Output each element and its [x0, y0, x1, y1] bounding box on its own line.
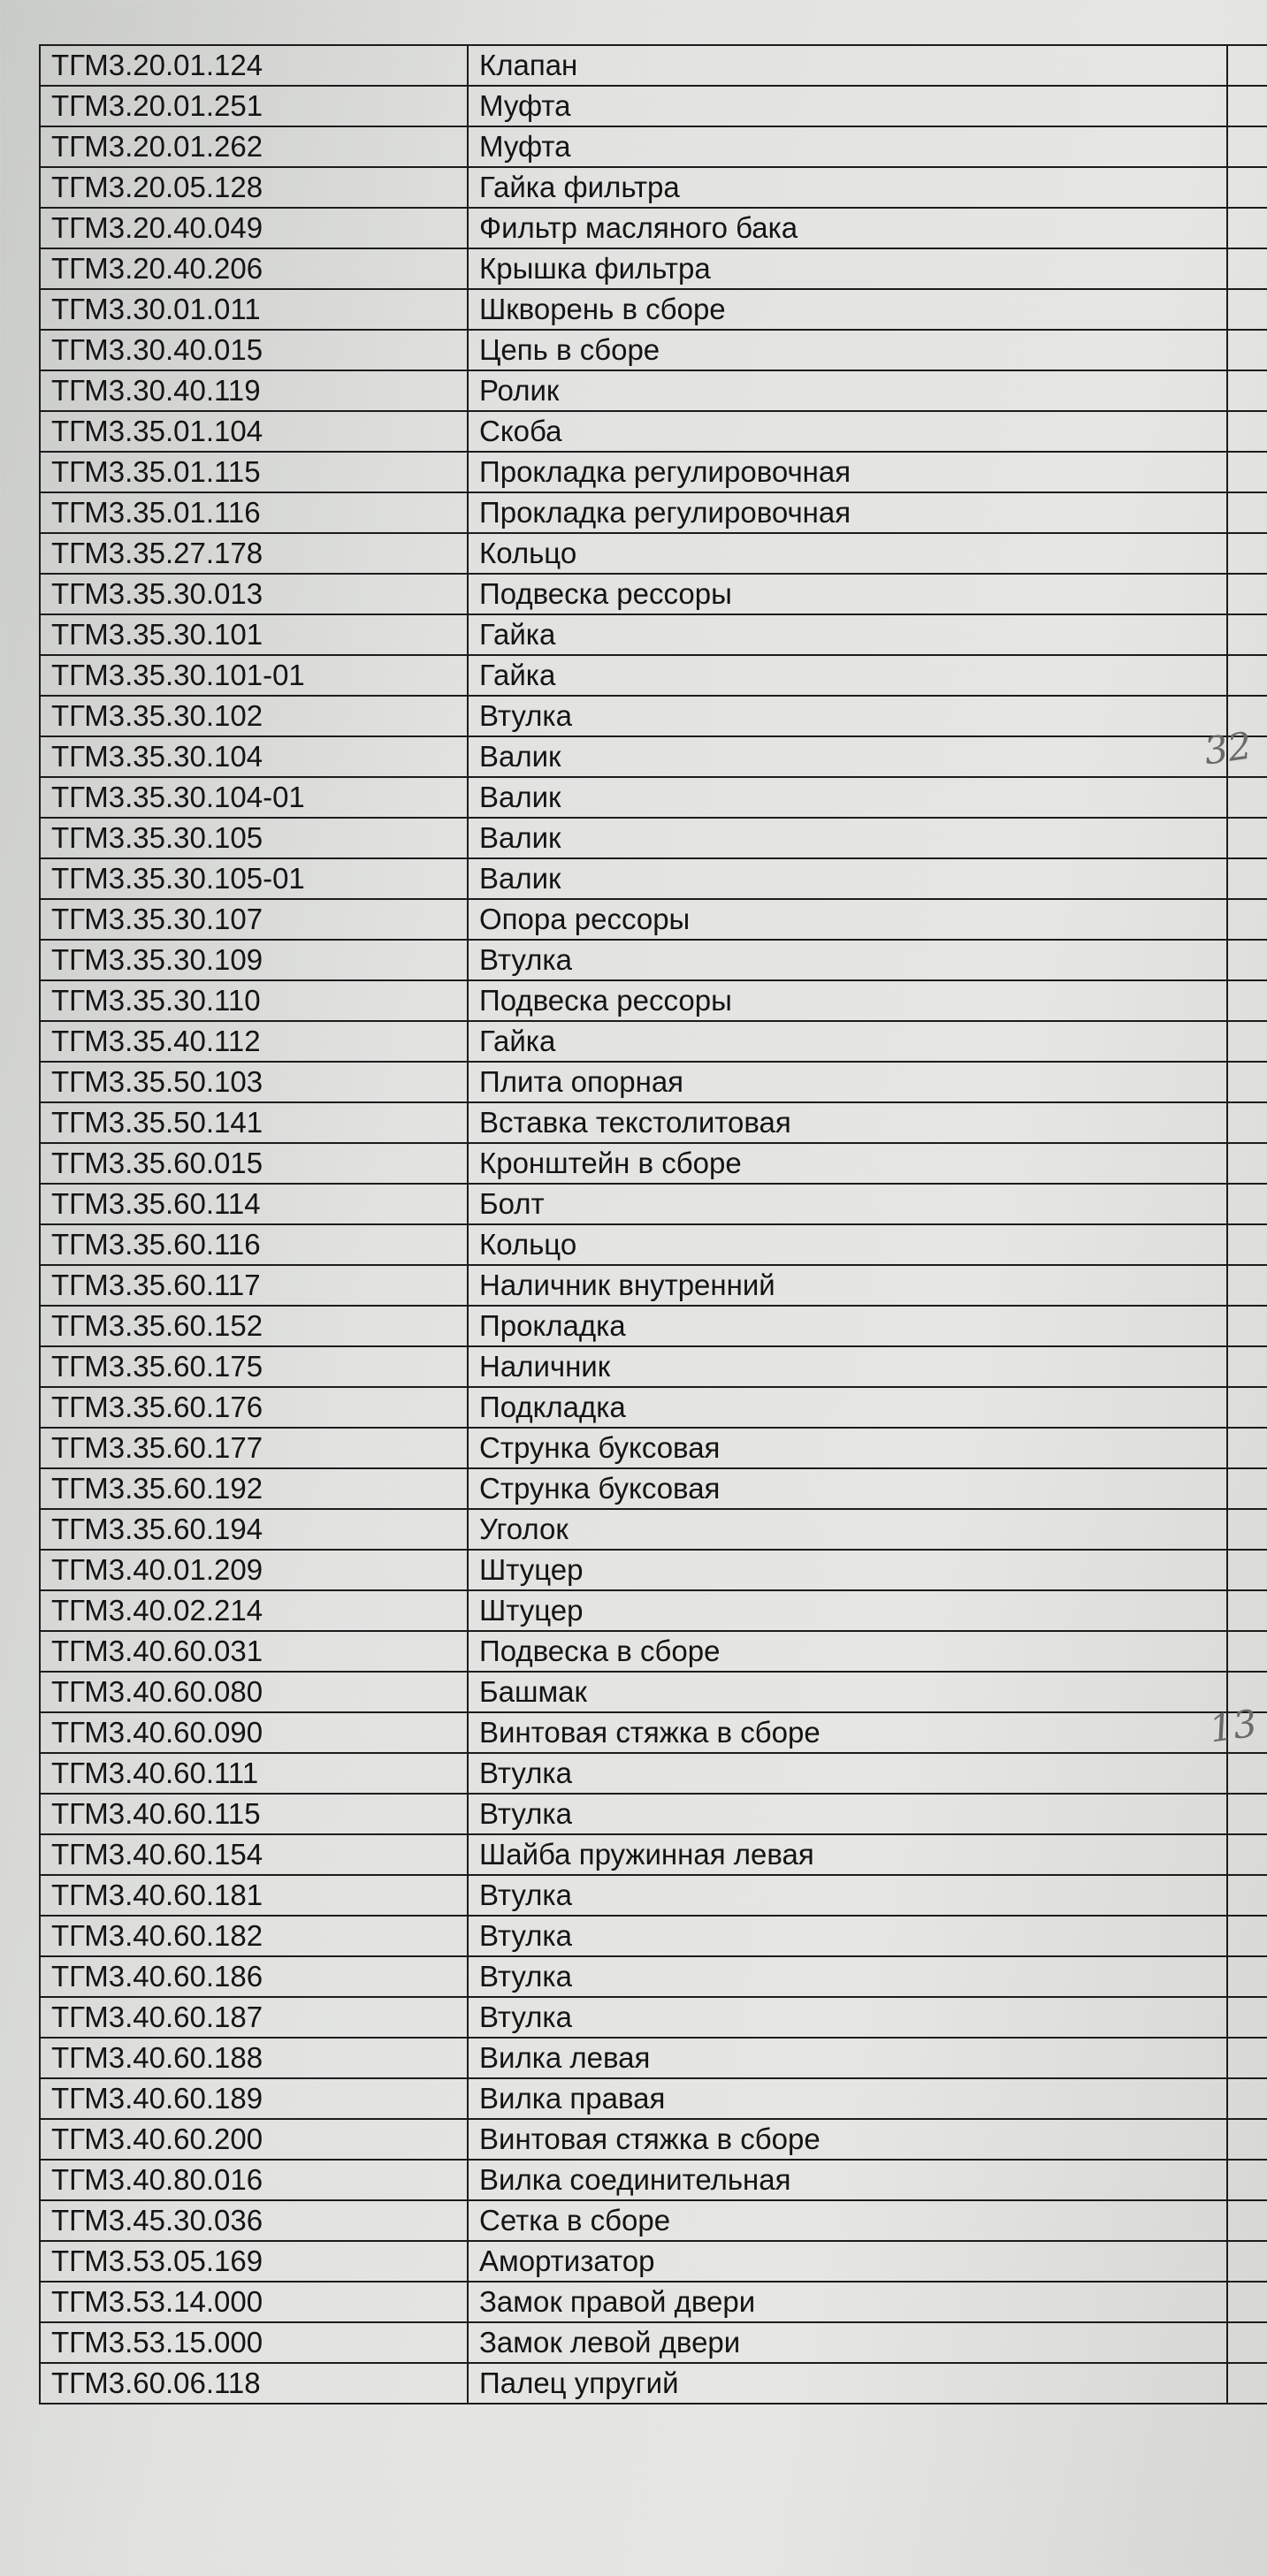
handwritten-mark: 13	[1206, 1701, 1260, 1751]
part-name-cell: Гайка фильтра	[468, 167, 1227, 208]
note-cell	[1227, 1265, 1267, 1306]
table-row	[40, 86, 1267, 126]
table-row	[40, 858, 1267, 899]
table-row	[40, 777, 1267, 818]
part-code-cell: ТГМ3.20.05.128	[40, 167, 468, 208]
part-code-cell: ТГМ3.40.60.186	[40, 1956, 468, 1997]
part-name-cell: Опора рессоры	[468, 899, 1227, 940]
part-name-cell: Замок правой двери	[468, 2282, 1227, 2322]
table-row	[40, 1590, 1267, 1631]
note-cell	[1227, 899, 1267, 940]
part-code-cell: ТГМ3.40.60.187	[40, 1997, 468, 2038]
note-cell	[1227, 452, 1267, 492]
part-code-cell: ТГМ3.35.40.112	[40, 1021, 468, 1062]
table-row	[40, 1468, 1267, 1509]
note-cell	[1227, 1184, 1267, 1224]
note-cell	[1227, 858, 1267, 899]
note-cell	[1227, 492, 1267, 533]
part-code-cell: ТГМ3.35.30.102	[40, 696, 468, 736]
note-cell	[1227, 1468, 1267, 1509]
table-row	[40, 533, 1267, 574]
part-name-cell: Сетка в сборе	[468, 2200, 1227, 2241]
part-name-cell: Валик	[468, 736, 1227, 777]
part-name-cell: Крышка фильтра	[468, 248, 1227, 289]
note-cell	[1227, 2363, 1267, 2404]
part-code-cell: ТГМ3.35.60.152	[40, 1306, 468, 1346]
parts-table	[39, 44, 1267, 2405]
part-code-cell: ТГМ3.60.06.118	[40, 2363, 468, 2404]
part-code-cell: ТГМ3.30.40.119	[40, 370, 468, 411]
part-name-cell: Подкладка	[468, 1387, 1227, 1428]
table-row	[40, 2038, 1267, 2078]
part-code-cell: ТГМ3.35.30.105	[40, 818, 468, 858]
table-row	[40, 1834, 1267, 1875]
note-cell	[1227, 1224, 1267, 1265]
part-name-cell: Вилка левая	[468, 2038, 1227, 2078]
table-row	[40, 1387, 1267, 1428]
part-name-cell: Втулка	[468, 940, 1227, 980]
part-code-cell: ТГМ3.35.30.109	[40, 940, 468, 980]
part-name-cell: Кольцо	[468, 1224, 1227, 1265]
part-code-cell: ТГМ3.30.01.011	[40, 289, 468, 330]
part-name-cell: Струнка буксовая	[468, 1468, 1227, 1509]
note-cell	[1227, 940, 1267, 980]
table-row	[40, 1550, 1267, 1590]
handwritten-mark: 32	[1201, 723, 1255, 774]
part-code-cell: ТГМ3.20.40.049	[40, 208, 468, 248]
part-name-cell: Валик	[468, 777, 1227, 818]
note-cell	[1227, 126, 1267, 167]
table-row	[40, 1631, 1267, 1672]
table-row	[40, 452, 1267, 492]
note-cell	[1227, 2322, 1267, 2363]
table-row	[40, 1428, 1267, 1468]
part-name-cell: Прокладка регулировочная	[468, 452, 1227, 492]
table-row	[40, 1021, 1267, 1062]
table-row	[40, 1102, 1267, 1143]
part-code-cell: ТГМ3.40.02.214	[40, 1590, 468, 1631]
note-cell	[1227, 980, 1267, 1021]
part-name-cell: Болт	[468, 1184, 1227, 1224]
note-cell	[1227, 1387, 1267, 1428]
note-cell	[1227, 86, 1267, 126]
table-row	[40, 2200, 1267, 2241]
part-code-cell: ТГМ3.35.30.107	[40, 899, 468, 940]
table-row	[40, 655, 1267, 696]
part-code-cell: ТГМ3.40.60.182	[40, 1916, 468, 1956]
table-row	[40, 208, 1267, 248]
table-row	[40, 1794, 1267, 1834]
part-code-cell: ТГМ3.35.01.116	[40, 492, 468, 533]
part-code-cell: ТГМ3.35.50.103	[40, 1062, 468, 1102]
part-name-cell: Подвеска рессоры	[468, 980, 1227, 1021]
table-row	[40, 1997, 1267, 2038]
note-cell	[1227, 533, 1267, 574]
part-name-cell: Гайка	[468, 1021, 1227, 1062]
table-row	[40, 248, 1267, 289]
note-cell	[1227, 1916, 1267, 1956]
part-code-cell: ТГМ3.35.60.116	[40, 1224, 468, 1265]
part-name-cell: Цепь в сборе	[468, 330, 1227, 370]
table-row	[40, 167, 1267, 208]
part-code-cell: ТГМ3.35.60.177	[40, 1428, 468, 1468]
note-cell	[1227, 2282, 1267, 2322]
note-cell	[1227, 2038, 1267, 2078]
table-row	[40, 1875, 1267, 1916]
part-name-cell: Уголок	[468, 1509, 1227, 1550]
part-code-cell: ТГМ3.20.01.251	[40, 86, 468, 126]
part-name-cell: Втулка	[468, 1794, 1227, 1834]
part-name-cell: Шкворень в сборе	[468, 289, 1227, 330]
part-name-cell: Подвеска рессоры	[468, 574, 1227, 614]
part-code-cell: ТГМ3.35.01.104	[40, 411, 468, 452]
table-row	[40, 1672, 1267, 1712]
part-name-cell: Винтовая стяжка в сборе	[468, 2119, 1227, 2160]
part-name-cell: Плита опорная	[468, 1062, 1227, 1102]
part-name-cell: Подвеска в сборе	[468, 1631, 1227, 1672]
part-code-cell: ТГМ3.35.60.015	[40, 1143, 468, 1184]
table-row	[40, 2119, 1267, 2160]
part-code-cell: ТГМ3.40.80.016	[40, 2160, 468, 2200]
part-code-cell: ТГМ3.53.14.000	[40, 2282, 468, 2322]
note-cell	[1227, 1143, 1267, 1184]
parts-table-body	[40, 45, 1267, 2404]
part-code-cell: ТГМ3.35.30.104-01	[40, 777, 468, 818]
note-cell	[1227, 208, 1267, 248]
note-cell	[1227, 1631, 1267, 1672]
table-row	[40, 1184, 1267, 1224]
table-row	[40, 45, 1267, 86]
part-name-cell: Замок левой двери	[468, 2322, 1227, 2363]
part-name-cell: Прокладка	[468, 1306, 1227, 1346]
part-code-cell: ТГМ3.20.01.262	[40, 126, 468, 167]
table-row	[40, 1712, 1267, 1753]
note-cell	[1227, 1062, 1267, 1102]
part-code-cell: ТГМ3.35.60.114	[40, 1184, 468, 1224]
part-code-cell: ТГМ3.30.40.015	[40, 330, 468, 370]
note-cell	[1227, 1509, 1267, 1550]
table-row	[40, 1224, 1267, 1265]
note-cell	[1227, 2078, 1267, 2119]
table-row	[40, 899, 1267, 940]
part-code-cell: ТГМ3.35.60.117	[40, 1265, 468, 1306]
part-name-cell: Штуцер	[468, 1590, 1227, 1631]
part-name-cell: Клапан	[468, 45, 1227, 86]
part-name-cell: Муфта	[468, 86, 1227, 126]
table-row	[40, 2322, 1267, 2363]
note-cell	[1227, 1346, 1267, 1387]
part-code-cell: ТГМ3.45.30.036	[40, 2200, 468, 2241]
part-name-cell: Втулка	[468, 1753, 1227, 1794]
part-code-cell: ТГМ3.35.27.178	[40, 533, 468, 574]
part-code-cell: ТГМ3.35.60.194	[40, 1509, 468, 1550]
part-name-cell: Гайка	[468, 655, 1227, 696]
note-cell	[1227, 1997, 1267, 2038]
part-code-cell: ТГМ3.35.60.175	[40, 1346, 468, 1387]
part-code-cell: ТГМ3.35.01.115	[40, 452, 468, 492]
part-code-cell: ТГМ3.40.60.200	[40, 2119, 468, 2160]
table-row	[40, 940, 1267, 980]
part-code-cell: ТГМ3.40.60.154	[40, 1834, 468, 1875]
note-cell	[1227, 2119, 1267, 2160]
part-code-cell: ТГМ3.40.60.090	[40, 1712, 468, 1753]
table-row	[40, 818, 1267, 858]
part-code-cell: ТГМ3.35.30.101-01	[40, 655, 468, 696]
part-name-cell: Вилка соединительная	[468, 2160, 1227, 2200]
part-code-cell: ТГМ3.40.60.031	[40, 1631, 468, 1672]
note-cell	[1227, 1550, 1267, 1590]
part-code-cell: ТГМ3.35.60.192	[40, 1468, 468, 1509]
note-cell	[1227, 1590, 1267, 1631]
note-cell	[1227, 614, 1267, 655]
table-row	[40, 2363, 1267, 2404]
table-row	[40, 330, 1267, 370]
part-code-cell: ТГМ3.35.30.101	[40, 614, 468, 655]
table-row	[40, 2078, 1267, 2119]
table-row	[40, 2282, 1267, 2322]
note-cell	[1227, 1428, 1267, 1468]
note-cell	[1227, 655, 1267, 696]
note-cell	[1227, 289, 1267, 330]
note-cell	[1227, 2200, 1267, 2241]
part-name-cell: Башмак	[468, 1672, 1227, 1712]
part-name-cell: Вставка текстолитовая	[468, 1102, 1227, 1143]
note-cell	[1227, 411, 1267, 452]
part-name-cell: Скоба	[468, 411, 1227, 452]
note-cell	[1227, 330, 1267, 370]
part-code-cell: ТГМ3.20.40.206	[40, 248, 468, 289]
part-code-cell: ТГМ3.40.60.111	[40, 1753, 468, 1794]
part-code-cell: ТГМ3.40.60.189	[40, 2078, 468, 2119]
note-cell	[1227, 777, 1267, 818]
table-row	[40, 574, 1267, 614]
table-row	[40, 1265, 1267, 1306]
part-name-cell: Фильтр масляного бака	[468, 208, 1227, 248]
table-row	[40, 1753, 1267, 1794]
table-row	[40, 614, 1267, 655]
part-name-cell: Ролик	[468, 370, 1227, 411]
part-code-cell: ТГМ3.40.60.115	[40, 1794, 468, 1834]
part-name-cell: Втулка	[468, 1997, 1227, 2038]
table-row	[40, 1062, 1267, 1102]
note-cell	[1227, 1875, 1267, 1916]
note-cell	[1227, 167, 1267, 208]
part-name-cell: Муфта	[468, 126, 1227, 167]
part-name-cell: Штуцер	[468, 1550, 1227, 1590]
part-name-cell: Гайка	[468, 614, 1227, 655]
part-code-cell: ТГМ3.53.15.000	[40, 2322, 468, 2363]
note-cell	[1227, 2241, 1267, 2282]
note-cell	[1227, 2160, 1267, 2200]
part-name-cell: Втулка	[468, 1956, 1227, 1997]
note-cell	[1227, 574, 1267, 614]
part-name-cell: Втулка	[468, 1916, 1227, 1956]
note-cell	[1227, 1834, 1267, 1875]
part-code-cell: ТГМ3.35.30.013	[40, 574, 468, 614]
part-name-cell: Кронштейн в сборе	[468, 1143, 1227, 1184]
table-row	[40, 2160, 1267, 2200]
table-row	[40, 411, 1267, 452]
part-name-cell: Втулка	[468, 696, 1227, 736]
table-row	[40, 2241, 1267, 2282]
table-row	[40, 736, 1267, 777]
part-code-cell: ТГМ3.40.60.188	[40, 2038, 468, 2078]
part-code-cell: ТГМ3.35.30.105-01	[40, 858, 468, 899]
note-cell	[1227, 248, 1267, 289]
part-name-cell: Вилка правая	[468, 2078, 1227, 2119]
table-row	[40, 1916, 1267, 1956]
part-name-cell: Валик	[468, 818, 1227, 858]
note-cell	[1227, 1102, 1267, 1143]
part-name-cell: Кольцо	[468, 533, 1227, 574]
note-cell	[1227, 818, 1267, 858]
part-name-cell: Амортизатор	[468, 2241, 1227, 2282]
table-row	[40, 370, 1267, 411]
part-name-cell: Наличник	[468, 1346, 1227, 1387]
part-name-cell: Палец упругий	[468, 2363, 1227, 2404]
table-row	[40, 1346, 1267, 1387]
note-cell	[1227, 370, 1267, 411]
part-name-cell: Винтовая стяжка в сборе	[468, 1712, 1227, 1753]
note-cell	[1227, 1753, 1267, 1794]
note-cell	[1227, 1306, 1267, 1346]
table-row	[40, 126, 1267, 167]
part-code-cell: ТГМ3.35.30.110	[40, 980, 468, 1021]
part-code-cell: ТГМ3.40.60.080	[40, 1672, 468, 1712]
part-name-cell: Втулка	[468, 1875, 1227, 1916]
note-cell	[1227, 1794, 1267, 1834]
part-code-cell: ТГМ3.35.50.141	[40, 1102, 468, 1143]
table-row	[40, 1143, 1267, 1184]
part-name-cell: Прокладка регулировочная	[468, 492, 1227, 533]
part-code-cell: ТГМ3.40.60.181	[40, 1875, 468, 1916]
note-cell	[1227, 1956, 1267, 1997]
table-row	[40, 1956, 1267, 1997]
note-cell	[1227, 1021, 1267, 1062]
table-row	[40, 696, 1267, 736]
table-row	[40, 492, 1267, 533]
part-code-cell: ТГМ3.20.01.124	[40, 45, 468, 86]
part-code-cell: ТГМ3.40.01.209	[40, 1550, 468, 1590]
part-name-cell: Валик	[468, 858, 1227, 899]
note-cell	[1227, 45, 1267, 86]
part-name-cell: Шайба пружинная левая	[468, 1834, 1227, 1875]
table-row	[40, 1306, 1267, 1346]
table-row	[40, 289, 1267, 330]
table-row	[40, 980, 1267, 1021]
part-code-cell: ТГМ3.35.30.104	[40, 736, 468, 777]
part-code-cell: ТГМ3.35.60.176	[40, 1387, 468, 1428]
part-code-cell: ТГМ3.53.05.169	[40, 2241, 468, 2282]
part-name-cell: Наличник внутренний	[468, 1265, 1227, 1306]
part-name-cell: Струнка буксовая	[468, 1428, 1227, 1468]
table-row	[40, 1509, 1267, 1550]
